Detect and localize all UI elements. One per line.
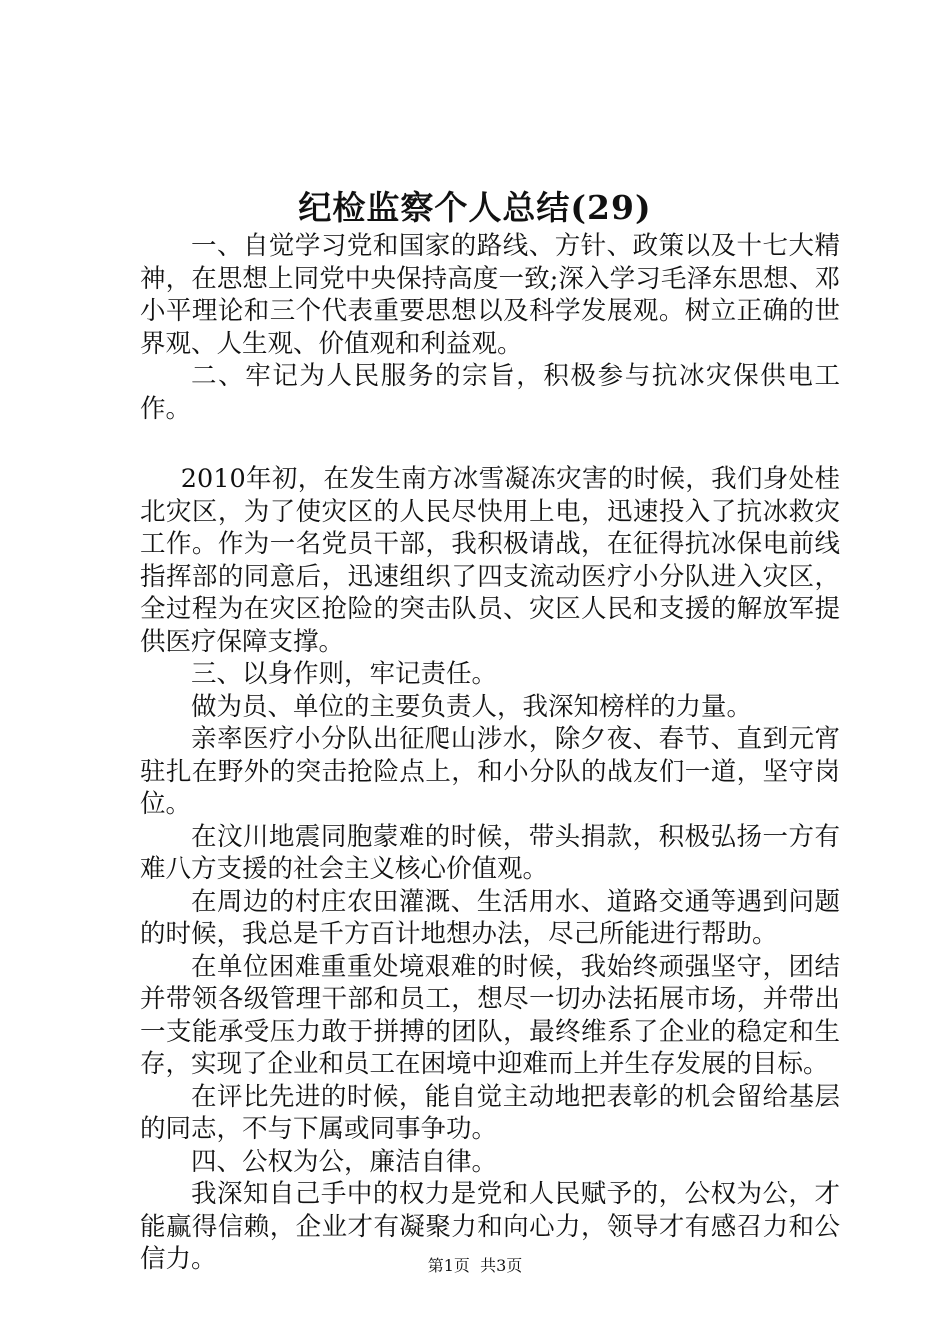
paragraph-medical-team: 亲率医疗小分队出征爬山涉水，除夕夜、春节、直到元宵驻扎在野外的突击抢险点上，和小分队的战友们一道，坚守岗位。: [140, 724, 840, 819]
paragraph-study: 一、自觉学习党和国家的路线、方针、政策以及十七大精神，在思想上同党中央保持高度一致;深入学习毛泽东思想、邓小平理论和三个代表重要思想以及科学发展观。树立正确的世界观、人生观、价值观和利益观。: [140, 231, 840, 359]
paragraph-heading-service: 二、牢记为人民服务的宗旨，积极参与抗冰灾保供电工作。: [140, 361, 840, 424]
paragraph-earthquake: 在汶川地震同胞蒙难的时候，带头捐款，积极弘扬一方有难八方支援的社会主义核心价值观。: [140, 821, 840, 884]
paragraph-heading-example: 三、以身作则，牢记责任。: [191, 659, 498, 689]
document-body: [140, 230, 840, 1276]
paragraph-heading-integrity: 四、公权为公，廉洁自律。: [191, 1146, 498, 1177]
paragraph-hardship: 在单位困难重重处境艰难的时候，我始终顽强坚守，团结并带领各级管理干部和员工，想尽一切办法拓展市场，并带出一支能承受压力敢于拼搏的团队，最终维系了企业的稳定和生存，实现了企业和员工在困境中迎难而上并生存发展的目标。: [140, 951, 840, 1079]
document-title: 纪检监察个人总结(29): [298, 188, 652, 227]
paragraph-public-power: 我深知自己手中的权力是党和人民赋予的，公权为公，才能赢得信赖，企业才有凝聚力和向心力，领导才有感召力和公信力。: [140, 1179, 840, 1274]
page-footer: 第1页 共3页: [427, 1256, 523, 1275]
paragraph-village-help: 在周边的村庄农田灌溉、生活用水、道路交通等遇到问题的时候，我总是千方百计地想办法，尽己所能进行帮助。: [140, 886, 840, 949]
paragraph-ice-disaster: 2010年初，在发生南方冰雪凝冻灾害的时候，我们身处桂北灾区，为了使灾区的人民尽快用上电，迅速投入了抗冰救灾工作。作为一名党员干部，我积极请战，在征得抗冰保电前线指挥部的同意后，迅速组织了四支流动医疗小分队进入灾区，全过程为在灾区抢险的突击队员、灾区人民和支援的解放军提供医疗保障支撑。: [140, 464, 840, 657]
paragraph-role-model: 做为员、单位的主要负责人，我深知榜样的力量。: [191, 691, 753, 722]
paragraph-spacer: [140, 425, 840, 463]
paragraph-commendation: 在评比先进的时候，能自觉主动地把表彰的机会留给基层的同志，不与下属或同事争功。: [140, 1081, 840, 1144]
